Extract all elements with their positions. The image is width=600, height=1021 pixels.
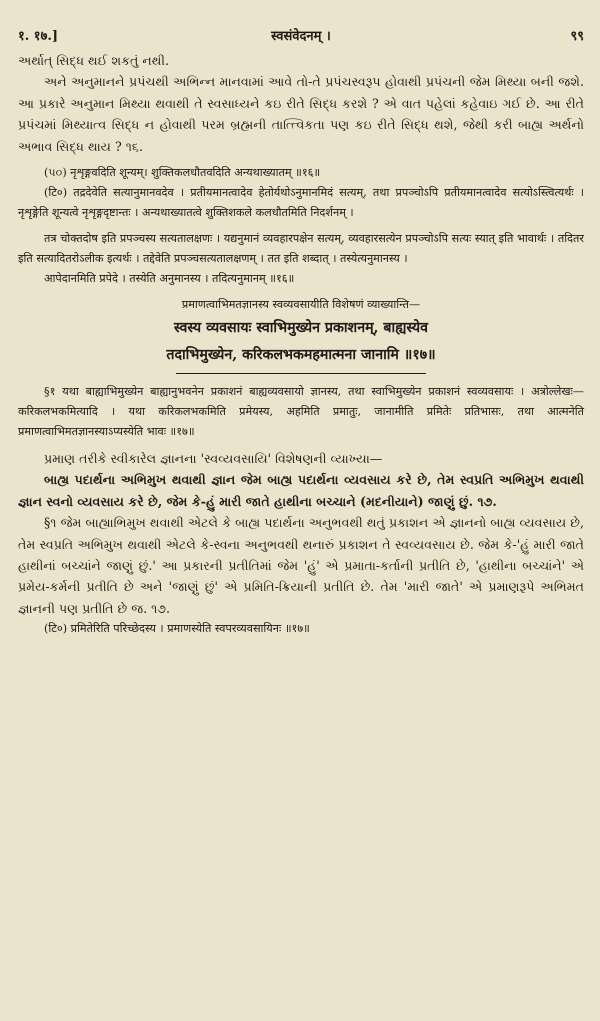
page-header [18,26,584,50]
sanskrit-commentary: §१ यथा बाह्याभिमुख्येन बाह्यानुभवनेन प्रकाशनं बाह्यव्यवसायो ज्ञानस्य, तथा स्वाभिमुख्येन प्रकाशनं स्वव्यवसायः । अत्रोल्लेखः—करिकलभकमित्यादि । यथा करिकलभकमिति प्रमेयस्य, अहमिति प्रमातुः, जानामीति प्रमितेः प्रतिभासः, तथा आत्मनेति प्रमाणत्वाभिमतज्ञानस्याऽप्यस्येति भावः ॥१७॥ [18,385,584,439]
running-title: स्वसंवेदनम् । [271,29,331,44]
gujarati-heading: પ્રમાણ તરીકે સ્વીકારેલ જ્ઞાનના 'સ્વવ્યવસાયિ' વિશેષણની વ્યાખ્યા— [44,451,383,467]
sutra-line-2: तदाभिमुख्येन, करिकलभकमहमात्मना जानामि ॥१७॥ [166,347,436,364]
note-2: (टि०) तद्रदेवेति सत्यानुमानवदेव । प्रतीयमानत्वादेव हेतोर्यथोऽनुमानमिदं सत्यम्, तथा प्रपञ्चोऽपि प्रतीयमानत्वादेव सत्योऽस्त्वित्यर्थः । नृशृङ्गेति शून्यत्वे नृशृङ्गदृष्टान्तः । अन्यथाख्यातत्वे शुक्तिशकले कलधौतमिति निदर्शनम् । [18,186,584,220]
gujarati-intro [18,50,584,157]
sutra-line-1: स्वस्य व्यवसायः स्वाभिमुख्येन प्रकाशनम्, बाह्यस्येव [173,320,429,337]
sutra-intro-line: प्रमाणत्वाभिमतज्ञानस्य स्वव्यवसायीति विशेषणं व्याख्यान्ति— [181,298,421,312]
note-4: आपेदानमिति प्रपेदे । तस्येति अनुमानस्य । तदित्यनुमानम् ॥१६॥ [44,272,295,286]
gujarati-commentary: §૧ જેમ બાહ્યાભિમુખ થવાથી એટલે કે બાહ્ય પદાર્થના અનુભવથી થતું પ્રકાશન એ જ્ઞાનનો બાહ્ય વ્યવસાય છે, તેમ સ્વપ્રતિ અભિમુખ થવાથી એટલે કે-સ્વના અનુભવથી થનારું પ્રકાશન તે સ્વવ્યવસાય છે. જેમ કે-'હું મારી જાતે હાથીનાં બચ્ચાંને જાણું છું.' આ પ્રકારની પ્રતીતિમાં જેમ 'હું' એ પ્રમાતા-કર્તાની પ્રતીતિ છે, 'હાથીના બચ્ચાંને' એ પ્રમેય-કર્મની પ્રતીતિ છે અને 'જાણું છું' એ પ્રમિતિ-ક્રિયાની પ્રતીતિ છે. તેમ 'મારી જાતે' એ પ્રમાણરૂપે અભિમત જ્ઞાનની પણ પ્રતીતિ છે જ. ૧૭. [18,515,584,616]
gujarati-intro-paragraph: અને અનુમાનને પ્રપંચથી અભિન્ન માનવામાં આવે તો-તે પ્રપંચસ્વરૂપ હોવાથી પ્રપંચની જેમ મિથ્યા બની જશે. આ પ્રકારે અનુમાન મિથ્યા થવાથી તે સ્વસાધ્યને કઇ રીતે સિદ્ધ કરશે ? એ વાત પહેલાં કહેવાઇ ગઈ છે. આ રીતે પ્રપંચમાં મિથ્યાત્વ સિદ્ધ ન હોવાથી પરમ બ્રહ્મની તાત્ત્વિકતા પણ કઇ રીતે સિદ્ધ થશે, જેથી કરી બાહ્ય અર્થનો અભાવ સિદ્ધ થાય ? ૧૬. [18,74,584,154]
page-number: ९९ [570,29,584,44]
gujarati-sutra: બાહ્ય પદાર્થના અભિમુખ થવાથી જ્ઞાન જેમ બાહ્ય પદાર્થના વ્યવસાય કરે છે, તેમ સ્વપ્રતિ અભિમુખ થવાથી જ્ઞાન સ્વનો વ્યવસાય કરે છે, જેમ કે-હું મારી જાતે હાથીના બચ્ચાને (મદનીયાને) જાણું છું. ૧૭. [18,472,584,509]
gujarati-intro-line-1: અર્થાત્ સિદ્ધ થઈ શકતું નથી. [18,53,170,68]
final-note: (टि०) प्रमितेरिति परिच्छेदस्य । प्रमाणस्येति स्वपरव्यवसायिनः ॥१७॥ [44,622,310,636]
separator-line [176,373,426,374]
sanskrit-notes [18,163,584,289]
note-1: (પ૦) नृशृङ्गवदिति शून्यम्। शुक्तिकलधौतवदिति अन्यथाख्यातम् ॥१६॥ [44,166,321,180]
section-reference: १. १७.] [18,29,59,44]
sutra-block [18,315,584,369]
note-3: तत्र चोक्तदोष इति प्रपञ्चस्य सत्यतालक्षणः । यद्यनुमानं व्यवहारपक्षेन सत्यम्, व्यवहारसत्येन प्रपञ्चोऽपि सत्यः स्यात् इति भावार्थः । तदितर इति सत्यादितरोऽलीक इत्यर्थः । तद्देवेति प्रपञ्चसत्यतालक्षणम् । तत इति शब्दात् । तस्येत्यनुमानस्य । [18,232,584,266]
